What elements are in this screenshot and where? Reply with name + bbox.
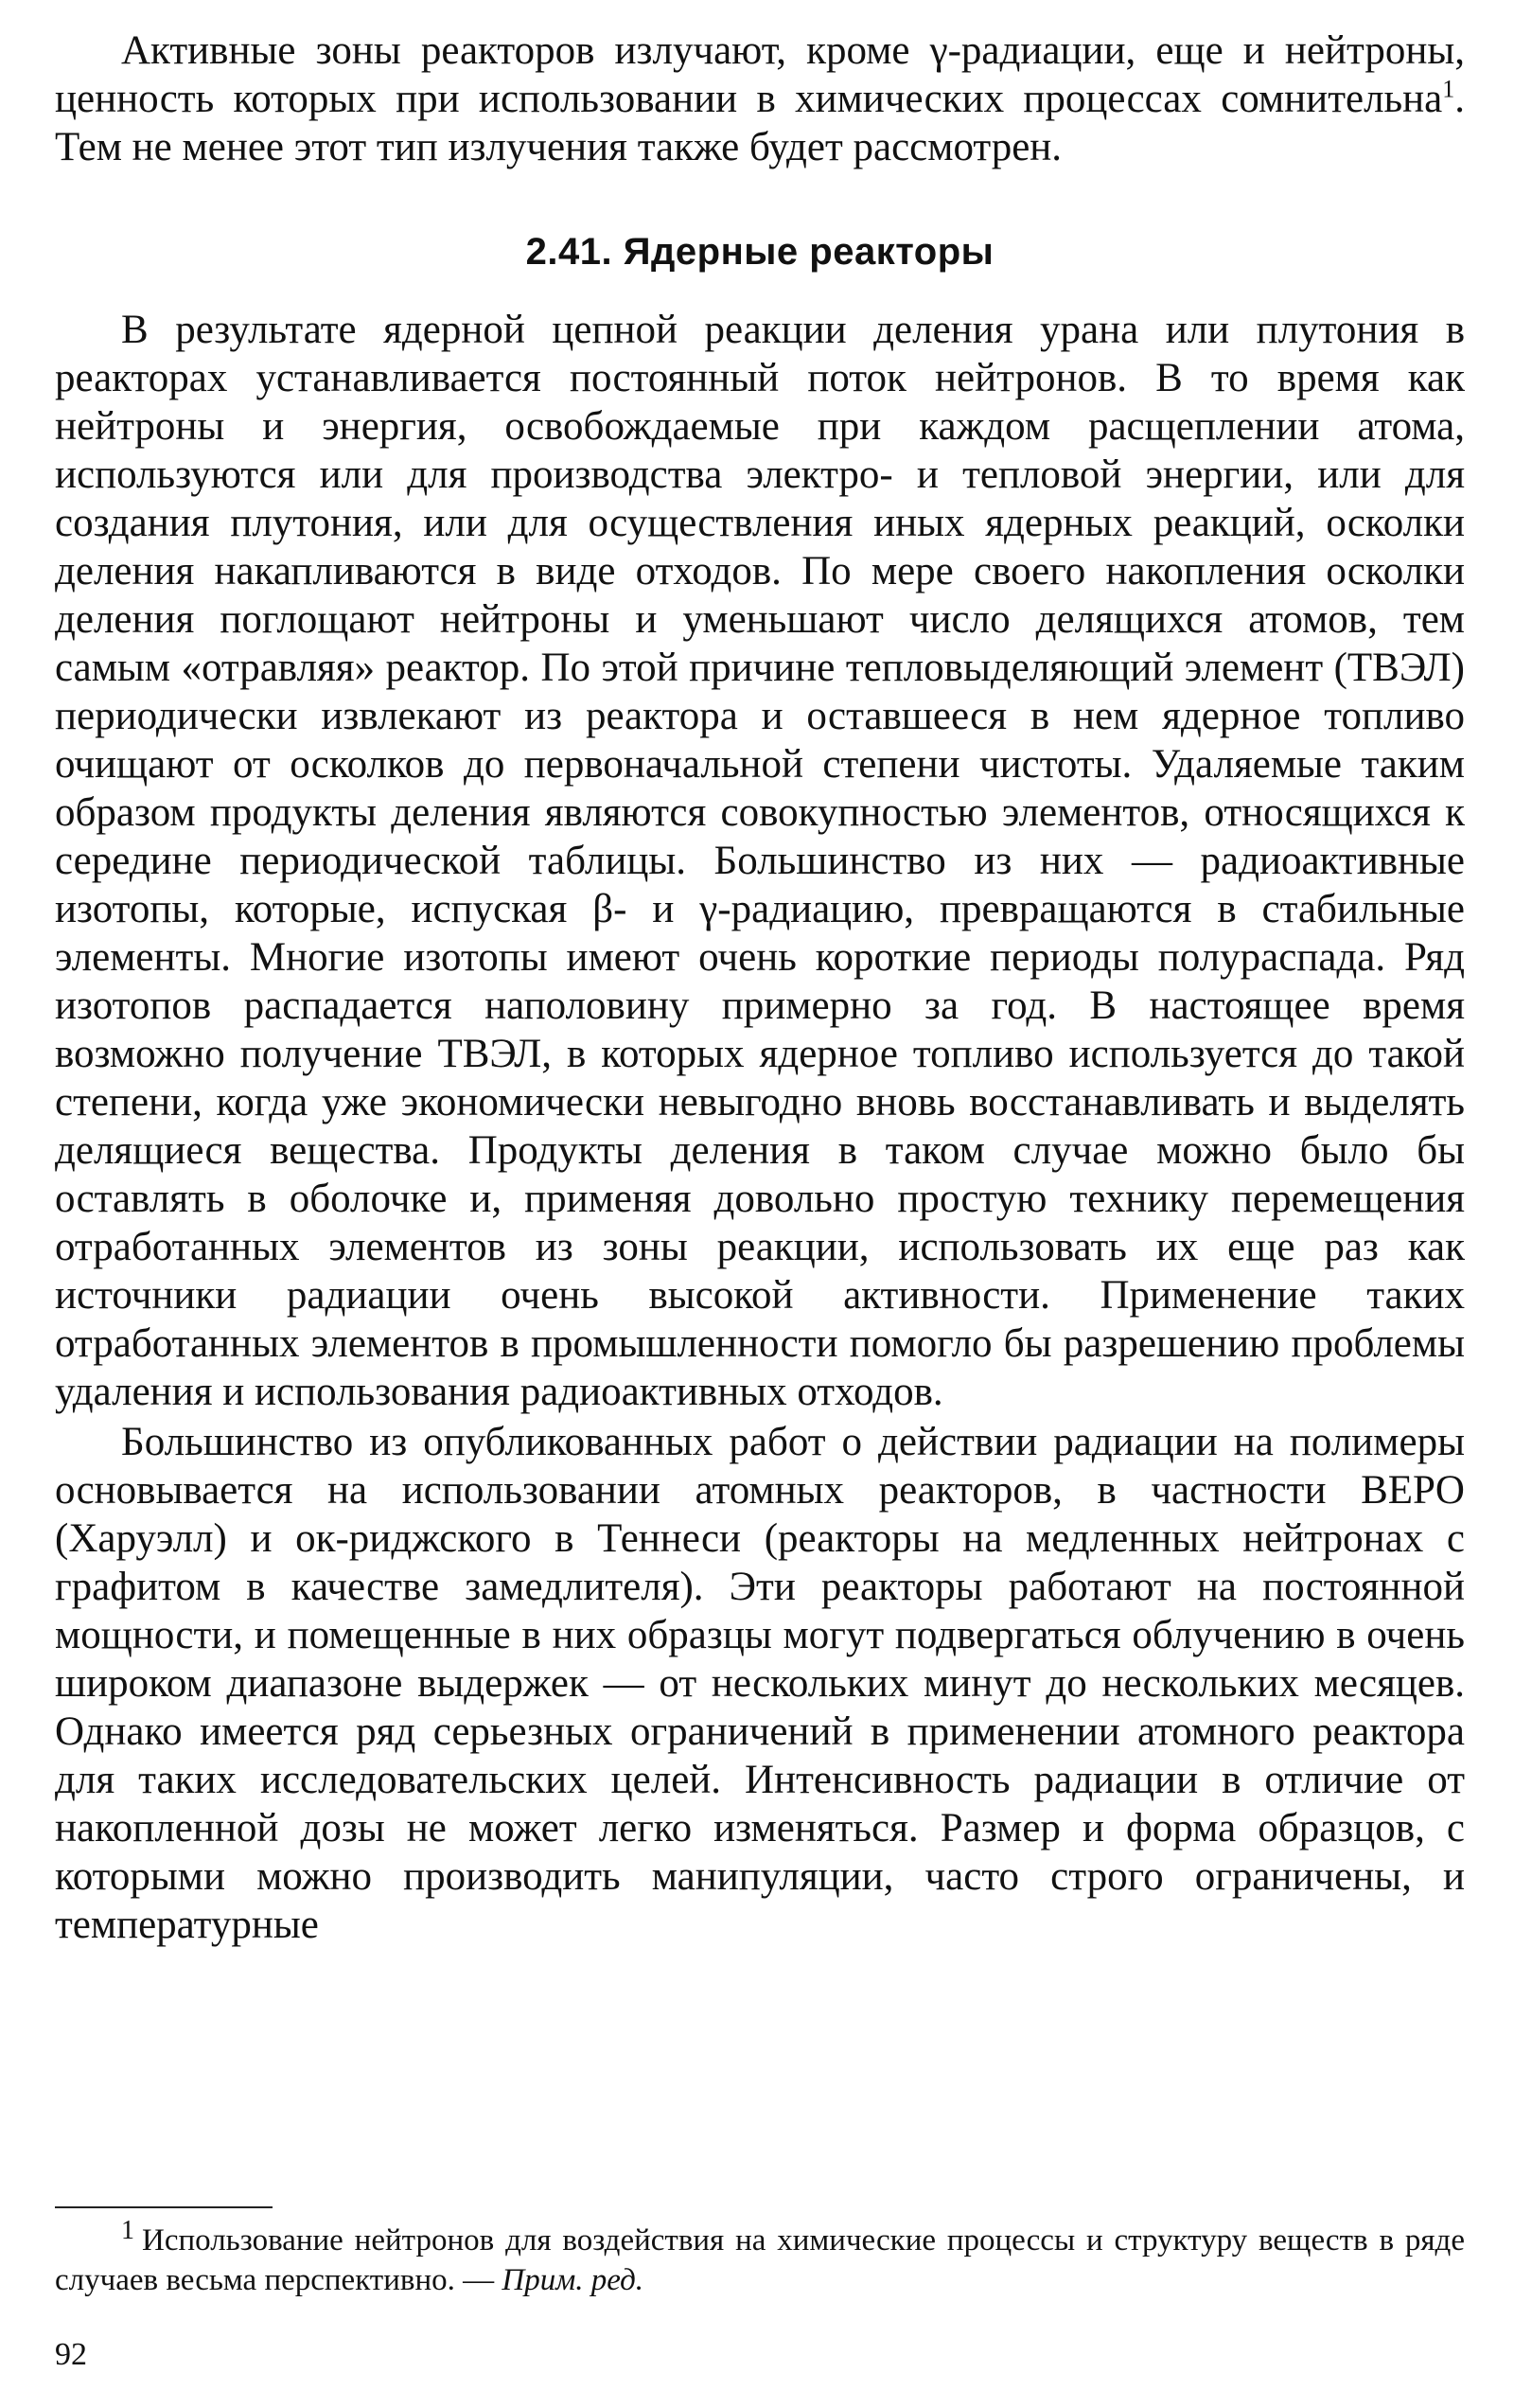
section-title: Ядерные реакторы [623, 231, 995, 273]
intro-paragraph [55, 27, 1465, 171]
body-paragraph: В результате ядерной цепной реакции деления урана или плутония в реакторах устанавливается постоянный поток нейтронов. В то время как нейтроны и энергия, освобождаемые при каждом расщеплении атома, используются или для производства электро- и тепловой энергии, или для создания плутония, или для осуществления иных ядерных реакций, осколки деления накапливаются в виде отходов. По мере своего накопления осколки деления поглощают нейтроны и уменьшают число делящихся атомов, тем самым «отравляя» реактор. По этой причине тепловыделяющий элемент (ТВЭЛ) периодически извлекают из реактора и оставшееся в нем ядерное топливо очищают от осколков до первоначальной степени чистоты. Удаляемые таким образом продукты деления являются совокупностью элементов, относящихся к середине периодической таблицы. Большинство из них — радиоактивные изотопы, которые, испуская β- и γ-радиацию, превращаются в стабильные элементы. Многие изотопы имеют очень короткие периоды полураспада. Ряд изотопов распадается наполовину примерно за год. В настоящее время возможно получение ТВЭЛ, в которых ядерное топливо используется до такой степени, когда уже экономически невыгодно вновь восстанавливать и выделять делящиеся вещества. Продукты деления в таком случае можно было бы оставлять в оболочке и, применяя довольно простую технику перемещения отработанных элементов из зоны реакции, использовать их еще раз как источники радиации очень высокой активности. Применение таких отработанных элементов в промышленности помогло бы разрешению проблемы удаления и использования радиоактивных отходов. [55, 308, 1465, 1414]
intro-text: Активные зоны реакторов излучают, кроме γ-радиации, еще и нейтроны, ценность которых при использовании в химических процессах сомнительна [55, 28, 1465, 121]
section-heading [55, 228, 1465, 275]
footnote [55, 2216, 1465, 2300]
editor-note: Прим. ред. [502, 2263, 644, 2297]
footnote-mark: 1 [121, 2216, 134, 2245]
intro-text-continued: . Тем не менее этот тип излучения также будет рассмотрен. [55, 77, 1465, 169]
footnote-reference: 1 [1442, 75, 1455, 103]
body-paragraph: Большинство из опубликованных работ о действии радиации на полимеры основывается на использовании атомных реакторов, в частности BEPO (Харуэлл) и ок-риджского в Теннеси (реакторы на медленных нейтронах с графитом в качестве замедлителя). Эти реакторы работают на постоянной мощности, и помещенные в них образцы могут подвергаться облучению в очень широком диапазоне выдержек — от нескольких минут до нескольких месяцев. Однако имеется ряд серьезных ограничений в применении атомного реактора для таких исследовательских целей. Интенсивность радиации в отличие от накопленной дозы не может легко изменяться. Размер и форма образцов, с которыми можно производить манипуляции, часто строго ограничены, и температурные [55, 1420, 1465, 1947]
page-body [55, 27, 1465, 1949]
section-number: 2.41. [525, 231, 613, 273]
footnote-divider [55, 2206, 273, 2208]
page-number: 92 [55, 2337, 87, 2372]
footnote-text: Использование нейтронов для воздействия на химические процессы и структуру веществ в ряде случаев весьма перспективно. — [55, 2223, 1465, 2297]
